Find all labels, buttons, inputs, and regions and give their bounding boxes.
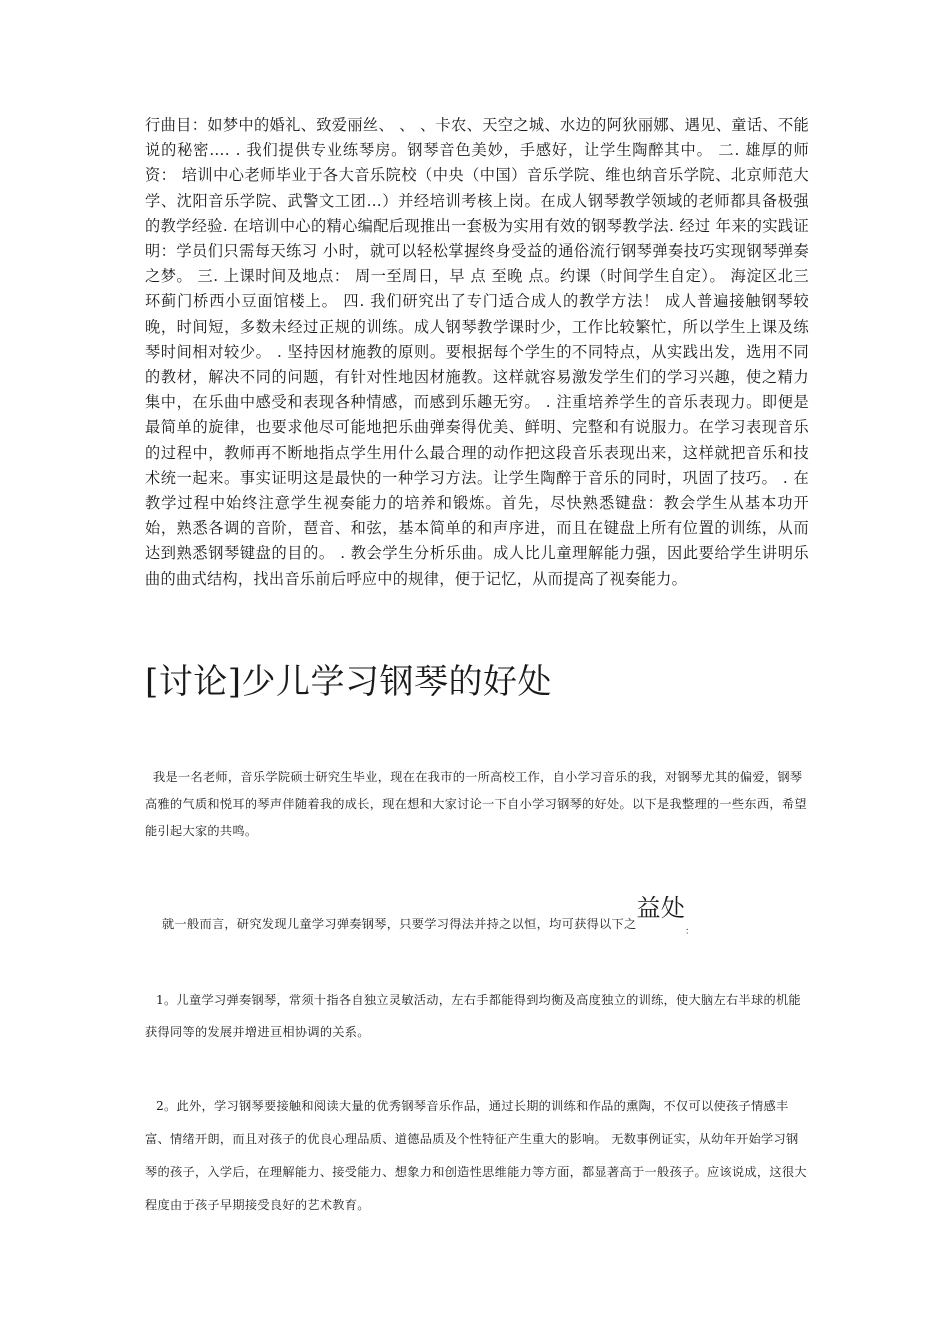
lead-text: 就一般而言，研究发现儿童学习弹奏钢琴，只要学习得法并持之以恒，均可获得以下之 [162, 917, 637, 931]
lead-paragraph [145, 894, 826, 946]
lead-colon: ： [685, 927, 695, 937]
top-paragraph: 行曲目：如梦中的婚礼、致爱丽丝、 、 、卡农、天空之城、水边的阿狄丽娜、遇见、童话、不能说的秘密…. . 我们提供专业练琴房。钢琴音色美妙，手感好，让学生陶醉其中。 二. 雄厚的师资： 培训中心老师毕业于各大音乐院校（中央（中国）音乐学院、维也纳音乐学院、北京师范大学、沈阳音乐学院、武警文工团…）并经培训考核上岗。在成人钢琴教学领域的老师都具备极强的教学经验. 在培训中心的精心编配后现推出一套极为实用有效的钢琴教学法. 经过 年来的实践证明：学员们只需每天练习 小时，就可以轻松掌握终身受益的通俗流行钢琴弹奏技巧实现钢琴弹奏之梦。 三. 上课时间及地点： 周一至周日，早 点 至晚 点。约课（时间学生自定）。 海淀区北三环蓟门桥西小豆面馆楼上。 四. 我们研究出了专门适合成人的教学方法！ 成人普遍接触钢琴较晚，时间短，多数未经过正规的训练。成人钢琴教学课时少，工作比较繁忙，所以学生上课及练琴时间相对较少。 . 坚持因材施教的原则。要根据每个学生的不同特点，从实践出发，选用不同的教材，解决不同的问题，有针对性地因材施教。这样就容易激发学生们的学习兴趣，使之精力集中，在乐曲中感受和表现各种情感，而感到乐趣无穷。 . 注重培养学生的音乐表现力。即便是最简单的旋律，也要求他尽可能地把乐曲弹奏得优美、鲜明、完整和有说服力。在学习表现音乐的过程中，教师再不断地指点学生用什么最合理的动作把这段音乐表现出来，这样就把音乐和技术统一起来。事实证明这是最快的一种学习方法。让学生陶醉于音乐的同时，巩固了技巧。 . 在教学过程中始终注意学生视奏能力的培养和锻炼。首先，尽快熟悉键盘：教会学生从基本功开始，熟悉各调的音阶，琶音、和弦，基本简单的和声序进，而且在键盘上所有位置的训练，从而达到熟悉钢琴键盘的目的。 . 教会学生分析乐曲。成人比儿童理解能力强，因此要给学生讲明乐曲的曲式结构，找出音乐前后呼应中的规律，便于记忆，从而提高了视奏能力。 [145, 116, 809, 588]
point-1-paragraph: 1。儿童学习弹奏钢琴，常须十指各自独立灵敏活动，左右手都能得到均衡及高度独立的训练，使大脑左右半球的机能获得同等的发展并增进亘相协调的关系。 [145, 993, 801, 1039]
lead-big-word: 益处 [636, 894, 686, 922]
point-2-paragraph: 2。此外，学习钢琴要接触和阅读大量的优秀钢琴音乐作品，通过长期的训练和作品的熏陶，不仅可以使孩子情感丰富、情绪开朗，而且对孩子的优良心理品质、道德品质及个性特征产生重大的影响。 无数事例证实，从幼年开始学习钢琴的孩子，入学后，在理解能力、接受能力、想象力和创造性思维能力等方面，都显著高于一般孩子。应该说成，这很大程度由于孩子早期接受良好的艺术教育。 [145, 1099, 807, 1212]
top-text-block [145, 113, 809, 592]
article-title: [讨论]少儿学习钢琴的好处 [145, 662, 553, 702]
intro-paragraph: 我是一名老师，音乐学院硕士研究生毕业，现在在我市的一所高校工作，自小学习音乐的我，对钢琴尤其的偏爱，钢琴高雅的气质和悦耳的琴声伴随着我的成长，现在想和大家讨论一下自小学习钢琴的好处。以下是我整理的一些东西，希望能引起大家的共鸣。 [145, 770, 807, 838]
